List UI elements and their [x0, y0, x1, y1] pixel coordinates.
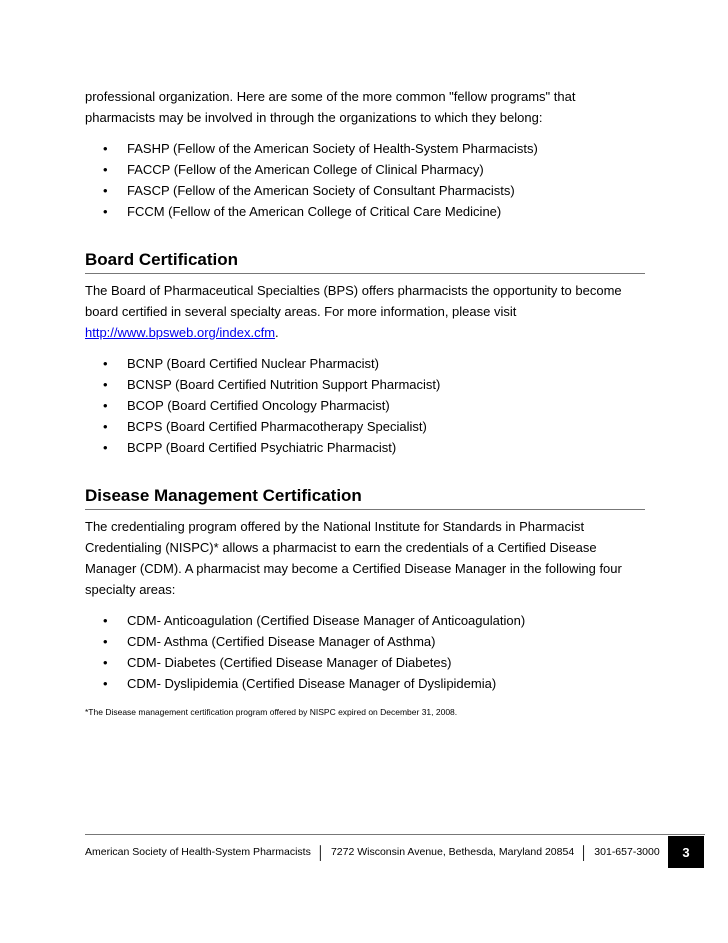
- list-item: • CDM- Anticoagulation (Certified Disease Manager of Anticoagulation): [85, 610, 645, 631]
- footer-phone: 301-657-3000: [594, 846, 660, 858]
- footer-organization: American Society of Health-System Pharmacists: [85, 846, 311, 858]
- intro-paragraph: professional organization. Here are some of the more common "fellow programs" that pharmacists may be involved in through the organizations to which they belong:: [85, 89, 576, 125]
- list-item: • BCOP (Board Certified Oncology Pharmacist): [85, 395, 645, 416]
- footer-address: 7272 Wisconsin Avenue, Bethesda, Maryland 20854: [330, 846, 575, 858]
- bullet-icon: •: [103, 377, 108, 392]
- page-number: 3: [668, 836, 704, 868]
- page-footer: [85, 834, 705, 869]
- list-item: • CDM- Diabetes (Certified Disease Manager of Diabetes): [85, 652, 645, 673]
- list-item: • CDM- Dyslipidemia (Certified Disease Manager of Dyslipidemia): [85, 673, 645, 694]
- list-item: • CDM- Asthma (Certified Disease Manager of Asthma): [85, 631, 645, 652]
- footnote: *The Disease management certification program offered by NISPC expired on December 31, 2008.: [85, 707, 458, 717]
- board-certification-heading: Board Certification: [85, 249, 645, 274]
- list-item: • BCPS (Board Certified Pharmacotherapy Specialist): [85, 416, 645, 437]
- bullet-icon: •: [103, 613, 108, 628]
- bullet-icon: •: [103, 676, 108, 691]
- bullet-icon: •: [103, 141, 108, 156]
- board-paragraph: The Board of Pharmaceutical Specialties (BPS) offers pharmacists the opportunity to become board certified in several specialty areas. For more information, please visit http://www.bpsweb.org/index.cfm.: [85, 283, 622, 340]
- disease-management-heading: Disease Management Certification: [85, 485, 645, 510]
- disease-paragraph: The credentialing program offered by the National Institute for Standards in Pharmacist Credentialing (NISPC)* allows a pharmacist to earn the credentials of a Certified Disease Manager (CDM). A pharmacist may become a Certified Disease Manager in the following four specialty areas:: [85, 519, 622, 597]
- footer-separator: │: [316, 844, 325, 860]
- bullet-icon: •: [103, 162, 108, 177]
- bullet-icon: •: [103, 204, 108, 219]
- bullet-icon: •: [103, 440, 108, 455]
- list-item: • BCNP (Board Certified Nuclear Pharmacist): [85, 353, 645, 374]
- bullet-icon: •: [103, 634, 108, 649]
- list-item: • FCCM (Fellow of the American College of Critical Care Medicine): [85, 201, 645, 222]
- page-content: [85, 86, 645, 718]
- bullet-icon: •: [103, 183, 108, 198]
- list-item: • FASCP (Fellow of the American Society of Consultant Pharmacists): [85, 180, 645, 201]
- bullet-icon: •: [103, 419, 108, 434]
- bullet-icon: •: [103, 398, 108, 413]
- footer-separator: │: [580, 844, 589, 860]
- list-item: • FACCP (Fellow of the American College of Clinical Pharmacy): [85, 159, 645, 180]
- fellow-programs-list: [85, 138, 645, 222]
- bpsweb-link[interactable]: http://www.bpsweb.org/index.cfm: [85, 325, 276, 340]
- board-certifications-list: [85, 353, 645, 458]
- bullet-icon: •: [103, 655, 108, 670]
- disease-certifications-list: [85, 610, 645, 694]
- list-item: • BCNSP (Board Certified Nutrition Support Pharmacist): [85, 374, 645, 395]
- list-item: • FASHP (Fellow of the American Society of Health-System Pharmacists): [85, 138, 645, 159]
- list-item: • BCPP (Board Certified Psychiatric Pharmacist): [85, 437, 645, 458]
- bullet-icon: •: [103, 356, 108, 371]
